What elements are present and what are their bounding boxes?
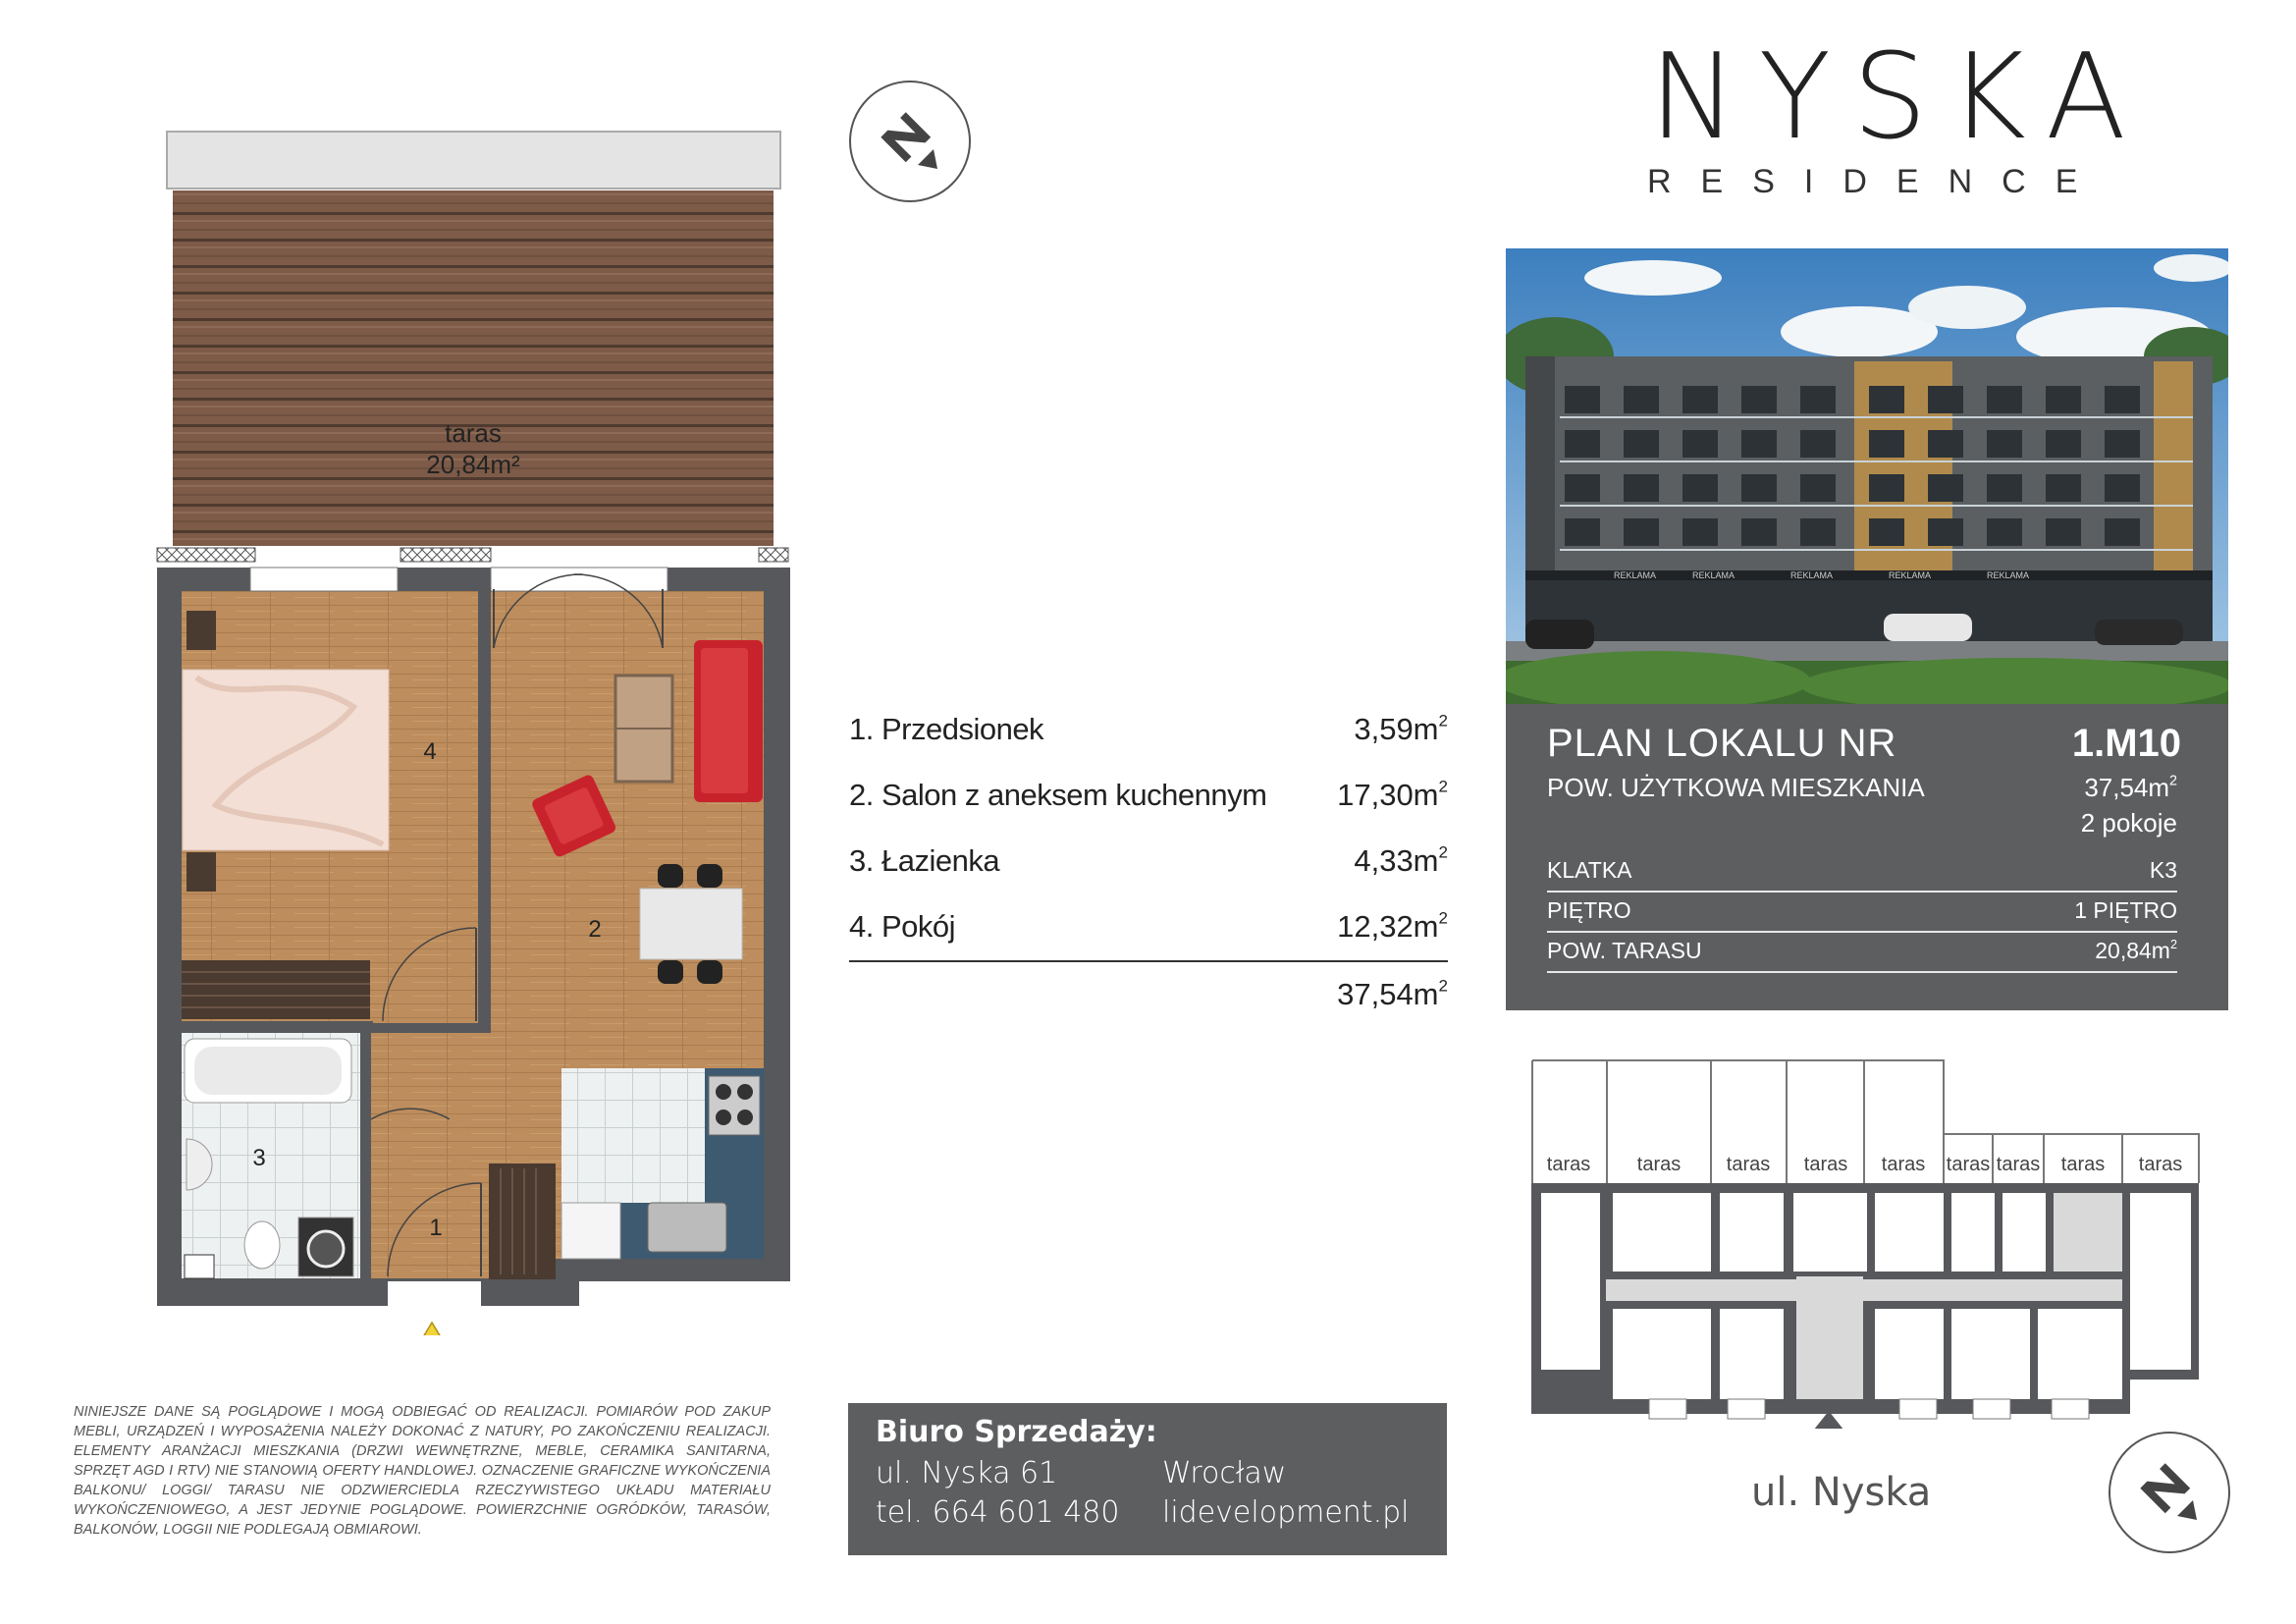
room-area: $3,59m^2$ <box>1354 711 1448 746</box>
detail-value: 1 PIĘTRO <box>2074 897 2177 923</box>
sales-phone[interactable]: tel. 664 601 480 <box>876 1495 1120 1530</box>
detail-value: $20,84m^2$ <box>2095 937 2177 963</box>
detail-value: K3 <box>2149 857 2177 883</box>
rooms-count: 2 pokoje <box>2080 808 2177 838</box>
sales-website-link[interactable]: lidevelopment.pl <box>1162 1495 1410 1530</box>
photo-sign: REKLAMA <box>1987 570 2030 580</box>
sales-city: Wrocław <box>1162 1456 1287 1490</box>
room-row-4 <box>849 909 1448 958</box>
street-label: ul. Nyska <box>1751 1470 1932 1515</box>
detail-row-pietro <box>1547 892 2177 933</box>
room-area: $12,32m^2$ <box>1337 908 1448 944</box>
terrace-deck <box>173 190 774 546</box>
keyplan-terrace-label: taras <box>2138 1154 2183 1175</box>
keyplan-terrace-label: taras <box>1546 1154 1591 1175</box>
usable-area-label: POW. UŻYTKOWA MIESZKANIA <box>1547 773 1925 802</box>
disclaimer-text: NINIEJSZE DANE SĄ POGLĄDOWE I MOGĄ ODBIEGAĆ OD REALIZACJI. POMIARÓW POD ZAKUP MEBLI, URZĄDZEŃ I WYPOSAŻENIA NALEŻY DOKONAĆ Z NATURY, PO ZAKOŃCZENIU REALIZACJI. ELEMENTY ARANŻACJI MIESZKANIA (DRZWI WEWNĘTRZNE, MEBLE, CERAMIKA SANITARNA, SPRZĘT AGD I RTV) NIE STANOWIĄ OFERTY HANDLOWEJ. OZNACZENIE GRAFICZNE WYKOŃCZENIA BALKONU/ LOGGI/ TARASU NIE ODZWIERCIEDLA RZECZYWISTEGO UKŁADU MATERIAŁU WYKOŃCZENIOWEGO, A JEST JEDYNIE POGLĄDOWE. POWIERZCHNIE OGRÓDKÓW, TARASÓW, BALKONÓW, LOGGII NIE PODLEGAJĄ OBMIAROWI. <box>74 1404 771 1538</box>
keyplan-terrace-label: taras <box>1946 1154 1991 1175</box>
building-key-plan <box>1526 1056 2214 1429</box>
apartment-info-panel <box>1506 704 2228 1010</box>
keyplan-terrace-label: taras <box>1636 1154 1682 1175</box>
room-label-4: 4 <box>423 738 437 765</box>
terrace-roof <box>167 132 780 189</box>
room-total: $37,54m^2$ <box>1337 976 1448 1011</box>
floor-plan <box>147 128 815 1335</box>
sales-office-box <box>848 1403 1447 1555</box>
keyplan-terrace-label: taras <box>1881 1154 1926 1175</box>
room-label-1: 1 <box>429 1215 443 1241</box>
detail-row-terrace <box>1547 932 2177 973</box>
room-1-floor <box>371 1033 491 1278</box>
room-area: $4,33m^2$ <box>1354 842 1448 878</box>
room-row-2 <box>849 778 1448 827</box>
plan-number: 1.M10 <box>2071 722 2181 765</box>
photo-sign: REKLAMA <box>1614 570 1657 580</box>
keyplan-terrace-label: taras <box>2060 1154 2106 1175</box>
room-row-3 <box>849 843 1448 893</box>
compass-north-icon <box>2109 1432 2230 1553</box>
room-name: 1. Przedsionek <box>849 712 1044 746</box>
room-name: 3. Łazienka <box>849 843 1000 878</box>
room-label-2: 2 <box>588 916 602 943</box>
detail-label: PIĘTRO <box>1547 897 1631 923</box>
room-name: 2. Salon z aneksem kuchennym <box>849 778 1267 812</box>
detail-row-klatka <box>1547 851 2177 893</box>
room-row-1 <box>849 712 1448 761</box>
logo-subtitle: RESIDENCE <box>1647 163 2108 200</box>
logo-title: NYSKA <box>1649 29 2148 166</box>
keyplan-terrace-label: taras <box>1996 1154 2041 1175</box>
room-name: 4. Pokój <box>849 909 956 944</box>
room-area: $17,30m^2$ <box>1337 777 1448 812</box>
photo-sign: REKLAMA <box>1692 570 1735 580</box>
usable-area-value: $37,54m^2$ <box>2084 773 2177 802</box>
detail-label: KLATKA <box>1547 857 1632 883</box>
room-list-divider <box>849 960 1448 962</box>
entrance-marker <box>406 1323 457 1335</box>
compass-north-icon <box>849 81 971 202</box>
keyplan-terrace-label: taras <box>1803 1154 1848 1175</box>
terrace-label: taras <box>445 418 502 448</box>
room-label-3: 3 <box>252 1145 266 1171</box>
sales-title: Biuro Sprzedaży: <box>876 1415 1157 1449</box>
photo-sign: REKLAMA <box>1790 570 1834 580</box>
plan-label: PLAN LOKALU NR <box>1547 722 1897 765</box>
keyplan-terrace-label: taras <box>1726 1154 1771 1175</box>
detail-label: POW. TARASU <box>1547 938 1702 963</box>
terrace-area: 20,84m² <box>426 450 520 479</box>
building-render-image <box>1506 248 2228 704</box>
sales-address: ul. Nyska 61 <box>876 1456 1058 1490</box>
photo-sign: REKLAMA <box>1889 570 1932 580</box>
